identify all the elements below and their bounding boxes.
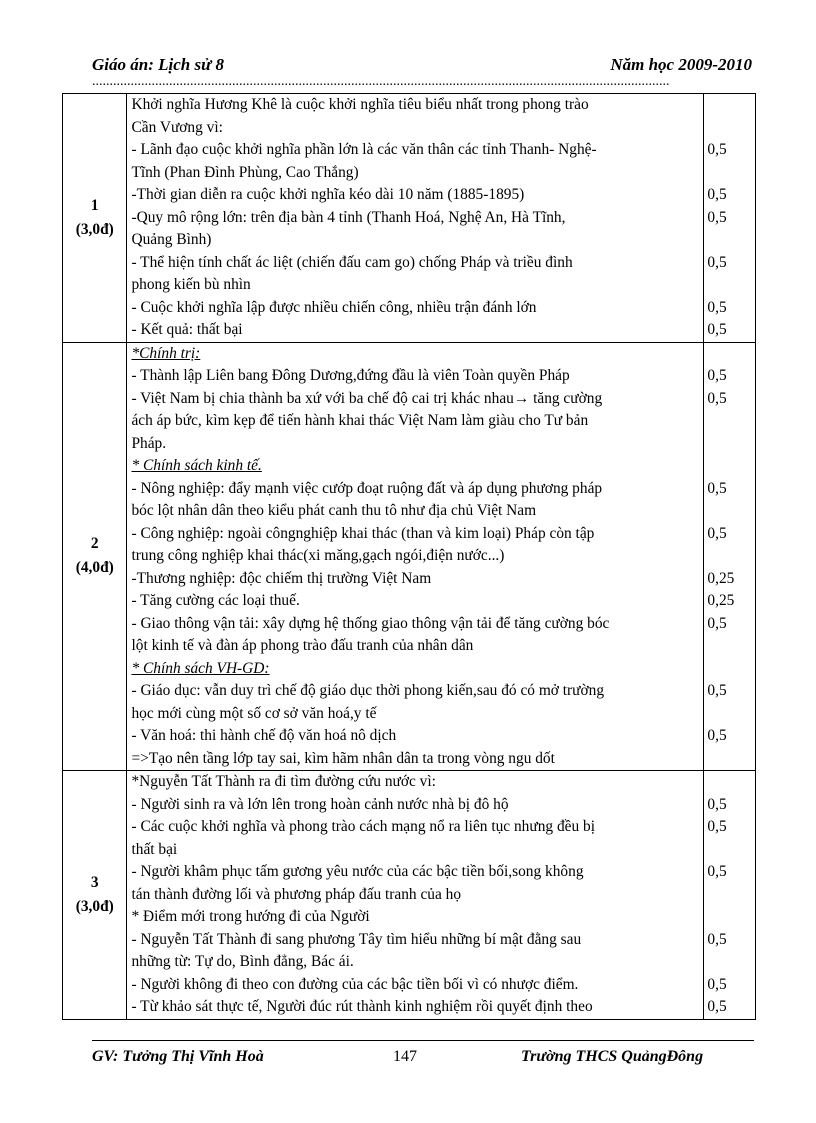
score-value: 0,5: [707, 479, 727, 497]
score-value: [707, 274, 755, 297]
header-subject: Giáo án: Lịch sử 8: [92, 55, 225, 74]
question-number-cell: [63, 342, 127, 771]
answer-line: *Nguyễn Tất Thành ra đi tìm đường cứu nước vì:: [131, 773, 436, 790]
score-value: [707, 771, 755, 794]
score-value: 0,5: [707, 367, 727, 384]
score-value: [707, 545, 755, 568]
question-row: [63, 342, 756, 771]
score-value: [707, 839, 755, 862]
answer-line: * Chính sách kinh tế.: [131, 457, 262, 474]
score-value: [707, 658, 755, 681]
question-row: [63, 94, 756, 343]
score-cell: [704, 342, 756, 771]
score-value: 0,5: [707, 727, 727, 744]
answer-line: trung công nghiệp khai thác(xi măng,gạch ngói,điện nước...): [131, 547, 505, 564]
answer-line: - Giáo dục: vẫn duy trì chế độ giáo dục thời phong kiến,sau đó có mở trường: [131, 682, 605, 699]
answer-line: - Các cuộc khởi nghĩa và phong trào cách mạng nổ ra liên tục nhưng đều bị: [131, 818, 595, 835]
score-value: 0,5: [707, 253, 727, 271]
score-value: 0,5: [707, 298, 727, 316]
answer-line: lột kinh tế và đàn áp phong trào đấu tranh của nhân dân: [131, 637, 474, 654]
score-value: [707, 884, 755, 907]
answer-line: - Người khâm phục tấm gương yêu nước của các bậc tiền bối,song không: [131, 863, 584, 880]
answer-line: những từ: Tự do, Bình đẳng, Bác ái.: [131, 953, 354, 970]
answer-line: bóc lột nhân dân theo kiểu phát canh thu tô như địa chủ Việt Nam: [131, 502, 537, 519]
score-value: [707, 162, 755, 185]
score-value: 0,5: [707, 863, 727, 880]
answer-line: - Nguyễn Tất Thành đi sang phương Tây tìm hiểu những bí mật đằng sau: [131, 930, 582, 948]
answer-line: Khởi nghĩa Hương Khê là cuộc khởi nghĩa tiêu biểu nhất trong phong trào: [131, 96, 589, 113]
score-value: [707, 635, 755, 658]
score-value: [707, 433, 755, 456]
answer-line: - Cuộc khởi nghĩa lập được nhiều chiến công, nhiều trận đánh lớn: [131, 298, 537, 316]
answer-line: phong kiến bù nhìn: [131, 276, 251, 293]
score-cell: [704, 771, 756, 1020]
answer-line: - Kết quả: thất bại: [131, 321, 243, 338]
question-points: (3,0đ): [75, 897, 114, 915]
answer-line: - Người không đi theo con đường của các bậc tiền bối vì có nhược điểm.: [131, 975, 579, 993]
answer-line: =>Tạo nên tầng lớp tay sai, kìm hãm nhân dân ta trong vòng ngu dốt: [131, 749, 555, 767]
answer-line: - Giao thông vận tải: xây dựng hệ thống giao thông vận tải để tăng cường bóc: [131, 614, 610, 632]
score-value: 0,5: [707, 998, 727, 1015]
score-value: 0,5: [707, 186, 727, 203]
score-value: [707, 229, 755, 252]
answer-line: -Quy mô rộng lớn: trên địa bàn 4 tỉnh (Thanh Hoá, Nghệ An, Hà Tĩnh,: [131, 208, 566, 226]
footer-school: Trường THCS QuảngĐông: [521, 1048, 704, 1065]
answer-line: Pháp.: [131, 434, 167, 452]
score-value: 0,5: [707, 818, 727, 835]
score-value: 0,5: [707, 975, 727, 993]
score-value: 0,5: [707, 389, 727, 407]
footer-page-number: 147: [393, 1048, 417, 1065]
score-value: [707, 343, 755, 366]
answer-line: - Công nghiệp: ngoài côngnghiệp khai thác (than và kim loại) Pháp còn tập: [131, 524, 595, 542]
footer-rule: [92, 1040, 754, 1041]
question-row: [63, 771, 756, 1020]
answer-line: - Thành lập Liên bang Đông Dương,đứng đầu là viên Toàn quyền Pháp: [131, 367, 570, 384]
answer-line: - Thể hiện tính chất ác liệt (chiến đấu cam go) chống Pháp và triều đình: [131, 253, 573, 271]
answer-content-cell: [127, 771, 704, 1020]
answer-line: Tĩnh (Phan Đình Phùng, Cao Thắng): [131, 163, 359, 181]
question-number-cell: [63, 94, 127, 343]
score-value: 0,25: [707, 592, 735, 609]
score-value: 0,5: [707, 141, 727, 158]
score-value: [707, 500, 755, 523]
score-value: 0,5: [707, 321, 727, 338]
score-value: [707, 117, 755, 140]
score-value: [707, 906, 755, 929]
footer-teacher: GV: Tưởng Thị Vĩnh Hoà: [92, 1048, 264, 1065]
answer-line: -Thời gian diễn ra cuộc khởi nghĩa kéo dài 10 năm (1885-1895): [131, 186, 525, 203]
score-value: 0,5: [707, 682, 727, 699]
score-value: 0,5: [707, 524, 727, 542]
answer-content-cell: [127, 94, 704, 343]
score-value: 0,5: [707, 930, 727, 948]
question-number: 2: [90, 535, 99, 553]
answer-line: ách áp bức, kìm kẹp để tiến hành khai thác Việt Nam làm giàu cho Tư bản: [131, 412, 589, 429]
score-value: 0,5: [707, 208, 727, 226]
header-dotted-rule: .....................................................................................................................................................................: [92, 74, 670, 89]
answer-line: thất bại: [131, 840, 178, 858]
answer-line: - Người sinh ra và lớn lên trong hoàn cảnh nước nhà bị đô hộ: [131, 795, 509, 813]
answer-line: tán thành đường lối và phương pháp đấu tranh của họ: [131, 885, 462, 903]
question-number: 1: [90, 196, 99, 214]
answer-line: * Chính sách VH-GD:: [131, 659, 270, 677]
answer-line: Quảng Bình): [131, 231, 212, 248]
answer-line: - Nông nghiệp: đẩy mạnh việc cướp đoạt ruộng đất và áp dụng phương pháp: [131, 479, 603, 497]
score-value: [707, 951, 755, 974]
score-value: 0,5: [707, 795, 727, 813]
answer-line: - Từ khảo sát thực tế, Người đúc rút thành kinh nghiệm rồi quyết định theo: [131, 998, 593, 1015]
question-points: (3,0đ): [75, 220, 114, 238]
question-number: 3: [90, 873, 99, 891]
score-value: [707, 748, 755, 771]
answer-line: - Lãnh đạo cuộc khởi nghĩa phần lớn là các văn thân các tỉnh Thanh- Nghệ-: [131, 141, 597, 158]
score-value: 0,25: [707, 569, 735, 587]
answer-content-cell: [127, 342, 704, 771]
score-value: [707, 94, 755, 117]
question-points: (4,0đ): [75, 559, 114, 577]
answer-line: * Điểm mới trong hướng đi của Người: [131, 908, 370, 925]
answer-line: - Việt Nam bị chia thành ba xứ với ba chế độ cai trị khác nhau→ tăng cường: [131, 389, 603, 407]
score-value: [707, 703, 755, 726]
score-value: 0,5: [707, 614, 727, 632]
answer-line: -Thương nghiệp: độc chiếm thị trường Việt Nam: [131, 569, 432, 587]
answer-line: - Văn hoá: thi hành chế độ văn hoá nô dịch: [131, 727, 397, 744]
answer-line: - Tăng cường các loại thuế.: [131, 592, 300, 609]
answer-line: học mới cùng một số cơ sở văn hoá,y tế: [131, 704, 377, 722]
answer-table: [62, 93, 756, 1020]
header-school-year: Năm học 2009-2010: [610, 55, 752, 74]
answer-line: *Chính trị:: [131, 344, 201, 362]
score-value: [707, 410, 755, 433]
question-number-cell: [63, 771, 127, 1020]
score-cell: [704, 94, 756, 343]
answer-line: Cần Vương vì:: [131, 118, 223, 136]
score-value: [707, 455, 755, 478]
